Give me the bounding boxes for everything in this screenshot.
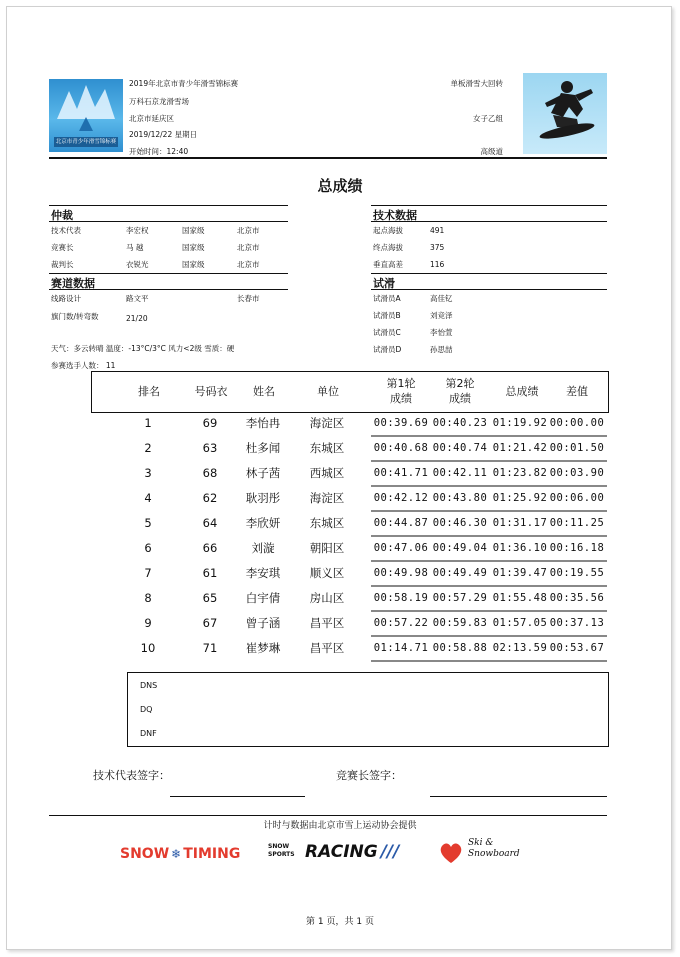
run2-time: 00:40.23 [432,417,488,429]
athlete-name: 曾子涵 [245,616,281,630]
athlete-name: 杜多闻 [245,441,281,455]
run1-time: 00:57.22 [373,617,429,629]
col-rank: 排名 [138,385,160,398]
setter-label: 线路设计 [51,294,81,303]
timing-note: 计时与数据由北京市雪上运动协会提供 [263,821,417,831]
bib: 66 [202,541,218,555]
run2-time: 00:40.74 [432,442,488,454]
setter-name: 路文平 [126,294,149,303]
athlete-name: 李安琪 [245,566,281,580]
weather: 天气：多云转晴 温度：-13°C/3°C 风力<2级 雪质：硬 [51,344,235,353]
rank: 10 [140,641,156,655]
snow-sports-small-1: SNOW [268,843,290,850]
bib: 68 [202,466,218,480]
athlete-name: 林子茜 [245,466,281,480]
unit: 昌平区 [309,616,345,630]
total-time: 01:36.10 [492,542,548,554]
run2-time: 00:58.88 [432,642,488,654]
event-name: 2019年北京市青少年滑雪锦标赛 [129,79,239,88]
total-time: 01:19.92 [492,417,548,429]
unit: 西城区 [309,466,345,480]
total-time: 01:21.42 [492,442,548,454]
athlete-name: 崔梦琳 [245,641,281,655]
run1-time: 00:47.06 [373,542,429,554]
rank: 6 [144,541,152,555]
run2-time: 00:57.29 [432,592,488,604]
course-heading: 赛道数据 [51,277,95,290]
heart-icon [438,840,464,866]
event-logo-text: 北京市青少年滑雪锦标赛 [55,139,117,145]
rank: 4 [144,491,152,505]
snowflake-icon: ❄ [171,847,182,861]
bib: 69 [202,416,218,430]
diff-time: 00:11.25 [549,517,605,529]
diff-time: 00:19.55 [549,567,605,579]
racing-slashes: /// [380,842,400,862]
setter-city: 长春市 [237,294,260,303]
jury-role: 裁判长 [51,260,74,269]
unit: 海淀区 [309,416,345,430]
racing-word: RACING [305,842,378,862]
jury-level: 国家级 [182,243,205,252]
col-run2: 第2轮 [445,377,475,390]
td-signature-line [170,796,305,797]
run2-time: 00:42.11 [432,467,488,479]
bib: 62 [202,491,218,505]
diff-time: 00:03.90 [549,467,605,479]
col-run2-sub: 成绩 [449,392,471,405]
run1-time: 01:14.71 [373,642,429,654]
rank: 2 [144,441,152,455]
technical-value: 491 [430,226,445,235]
snow-timing-word2: TIMING [183,846,241,862]
unit: 昌平区 [309,641,345,655]
rank: 7 [144,566,152,580]
total-time: 01:57.05 [492,617,548,629]
ski-text: Ski & [468,838,494,848]
bib: 63 [202,441,218,455]
forerunner-name: 刘竞泽 [430,311,453,320]
status-box [127,672,609,747]
run2-time: 00:46.30 [432,517,488,529]
diff-time: 00:16.18 [549,542,605,554]
col-bib: 号码衣 [194,385,228,398]
athlete-name: 耿羽彤 [245,491,281,505]
bib: 61 [202,566,218,580]
rank: 9 [144,616,152,630]
total-time: 01:25.92 [492,492,548,504]
total-time: 01:31.17 [492,517,548,529]
run1-time: 00:39.69 [373,417,429,429]
technical-value: 116 [430,260,445,269]
gates-label: 旗门数/转弯数 [51,312,99,321]
event-date: 2019/12/22 星期日 [129,130,198,139]
technical-label: 终点海拔 [373,243,403,252]
snow-timing-logo [120,846,240,862]
col-diff: 差值 [566,385,588,398]
bib: 65 [202,591,218,605]
col-run1-sub: 成绩 [390,392,412,405]
run1-time: 00:41.71 [373,467,429,479]
diff-time: 00:35.56 [549,592,605,604]
diff-time: 00:00.00 [549,417,605,429]
technical-label: 起点海拔 [373,226,403,235]
athlete-name: 李怡冉 [245,416,281,430]
col-unit: 单位 [317,385,339,398]
forerunners-heading: 试滑 [373,277,395,290]
run2-time: 00:49.04 [432,542,488,554]
athlete-name: 李欣妍 [245,516,281,530]
rank: 1 [144,416,152,430]
jury-role: 技术代表 [51,226,81,235]
athlete-name: 白宇倩 [245,591,281,605]
technical-label: 垂直高差 [373,260,403,269]
col-run1: 第1轮 [386,377,416,390]
discipline: 单板滑雪大回转 [450,79,503,88]
unit: 朝阳区 [309,541,345,555]
forerunner-name: 李怡萱 [430,328,453,337]
bib: 67 [202,616,218,630]
cr-signature-line [430,796,607,797]
location: 北京市延庆区 [129,114,174,123]
col-total: 总成绩 [505,385,539,398]
footer-divider [49,815,607,816]
run2-time: 00:43.80 [432,492,488,504]
start-time: 开始时间：12:40 [129,147,189,156]
total-time: 01:55.48 [492,592,548,604]
technical-value: 375 [430,243,445,252]
rank: 8 [144,591,152,605]
athlete-name: 刘漩 [251,541,275,555]
snow-timing-word1: SNOW [120,846,170,862]
run1-time: 00:40.68 [373,442,429,454]
jury-city: 北京市 [237,260,260,269]
gates-value: 21/20 [126,314,148,323]
td-signature-label: 技术代表签字： [93,769,170,782]
page-title: 总成绩 [317,177,363,195]
jury-name: 李宏权 [126,226,149,235]
jury-level: 国家级 [182,260,205,269]
jury-city: 北京市 [237,243,260,252]
run1-time: 00:49.98 [373,567,429,579]
jury-role: 竞赛长 [51,243,74,252]
diff-time: 00:37.13 [549,617,605,629]
course: 高级道 [480,147,503,156]
participants-count: 参赛选手人数： 11 [51,361,116,370]
forerunner-label: 试滑员D [373,345,402,354]
forerunner-name: 高佳钇 [430,294,453,303]
bib: 64 [202,516,218,530]
jury-name: 马 越 [126,243,144,252]
total-time: 02:13.59 [492,642,548,654]
dns-label: DNS [140,681,158,690]
technical-heading: 技术数据 [373,209,417,222]
rank: 3 [144,466,152,480]
forerunner-name: 孙思喆 [430,345,453,354]
diff-time: 00:06.00 [549,492,605,504]
run1-time: 00:44.87 [373,517,429,529]
total-time: 01:39.47 [492,567,548,579]
cr-signature-label: 竞赛长签字： [336,769,402,782]
total-time: 01:23.82 [492,467,548,479]
run1-time: 00:42.12 [373,492,429,504]
unit: 东城区 [309,516,345,530]
forerunner-label: 试滑员B [373,311,401,320]
unit: 海淀区 [309,491,345,505]
run2-time: 00:49.49 [432,567,488,579]
jury-name: 衣锐光 [126,260,149,269]
rank: 5 [144,516,152,530]
venue: 万科石京龙滑雪场 [129,97,189,106]
unit: 东城区 [309,441,345,455]
jury-level: 国家级 [182,226,205,235]
col-name: 姓名 [253,385,275,398]
unit: 房山区 [309,591,345,605]
category: 女子乙组 [473,114,503,123]
forerunner-label: 试滑员C [373,328,401,337]
jury-heading: 仲裁 [51,209,73,222]
snowboard-text: Snowboard [468,849,520,859]
dq-label: DQ [140,705,153,714]
jury-city: 北京市 [237,226,260,235]
diff-time: 00:01.50 [549,442,605,454]
bib: 71 [202,641,218,655]
forerunner-label: 试滑员A [373,294,401,303]
diff-time: 00:53.67 [549,642,605,654]
run2-time: 00:59.83 [432,617,488,629]
unit: 顺义区 [309,566,345,580]
dnf-label: DNF [140,729,157,738]
snow-sports-small-2: SPORTS [268,851,295,858]
run1-time: 00:58.19 [373,592,429,604]
page-number: 第 1 页，共 1 页 [306,917,374,927]
